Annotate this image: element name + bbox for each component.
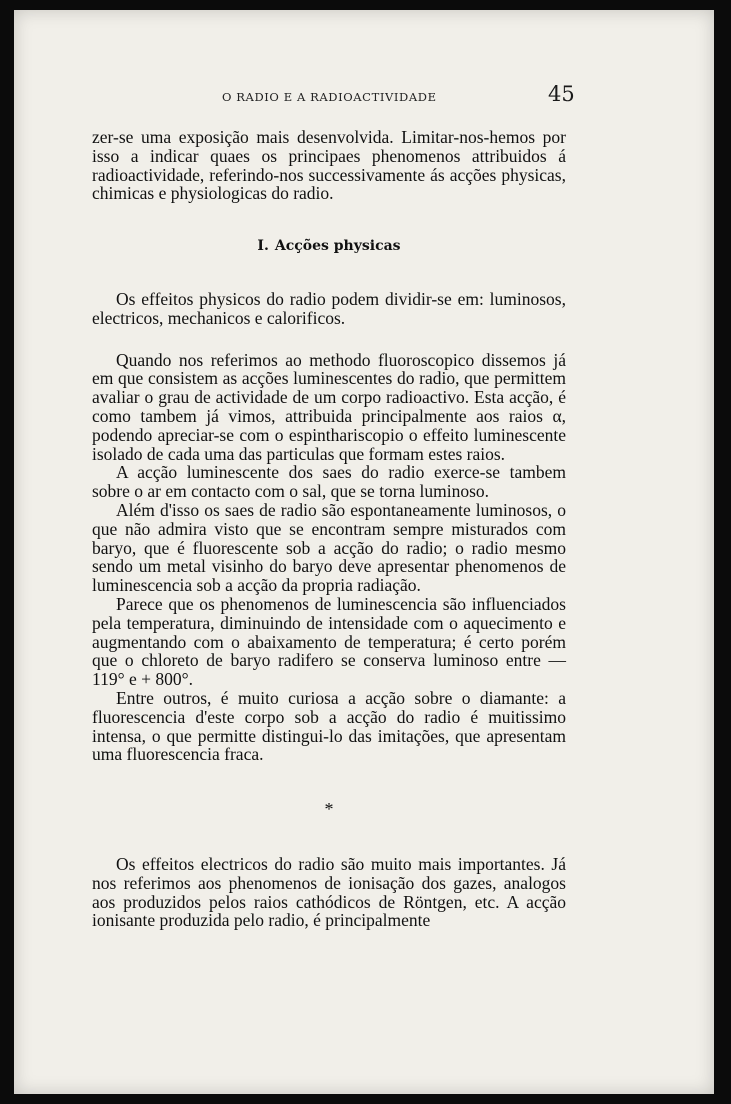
paragraph: Além d'isso os saes de radio são espontaneamente luminosos, o que não admira visto que se encontram sempre misturados com baryo, que é fluorescente sob a acção do radio; o radio mesmo sendo um metal visinho do baryo deve apresentar phenomenos de luminescencia sob a acção da propria radiação. [92, 499, 566, 596]
paragraph: Quando nos referimos ao methodo fluoroscopico dissemos já em que consistem as acções luminescentes do radio, que permittem avaliar o grau de actividade de um corpo radioactivo. Esta acção, é como tambem já vimos, attribuida principalmente aos raios α, podendo apreciar-se com o espinthariscopio o effeito luminescente isolado de cada uma das particulas que formam estes raios. [92, 349, 566, 464]
section-number: I. [257, 238, 269, 255]
body-text [92, 128, 566, 930]
running-title: O RADIO E A RADIOACTIVIDADE [222, 90, 437, 104]
page-number: 45 [548, 82, 575, 106]
section-separator: * [324, 799, 334, 820]
paragraph: Parece que os phenomenos de luminescencia são influenciados pela temperatura, diminuindo de intensidade com o aquecimento e augmentando com o abaixamento de temperatura; é certo porém que o chloreto de baryo radifero se conserva luminoso entre — 119° e + 800°. [92, 593, 566, 690]
paragraph: Entre outros, é muito curiosa a acção sobre o diamante: a fluorescencia d'este corpo sob a acção do radio é muitissimo intensa, o que permitte distingui-lo das imitações, que apresentam uma fluorescencia fraca. [92, 687, 566, 765]
book-page [14, 10, 714, 1094]
page-header [14, 82, 714, 110]
section-heading [92, 237, 566, 256]
paragraph: zer-se uma exposição mais desenvolvida. Limitar-nos-hemos por isso a indicar quaes os principaes phenomenos attribuidos á radioactividade, referindo-nos successivamente ás acções physicas, chimicas e physiologicas do radio. [92, 127, 566, 204]
paragraph: Os effeitos electricos do radio são muito mais importantes. Já nos referimos aos phenomenos de ionisação dos gazes, analogos aos produzidos pelos raios cathódicos de Röntgen, etc. A acção ionisante produzida pelo radio, é principalmente [92, 853, 566, 931]
section-title: Acções physicas [274, 238, 401, 255]
paragraph: Os effeitos physicos do radio podem dividir-se em: luminosos, electricos, mechanicos e calorificos. [92, 288, 566, 328]
paragraph: A acção luminescente dos saes do radio exerce-se tambem sobre o ar em contacto com o sal, que se torna luminoso. [92, 462, 566, 502]
